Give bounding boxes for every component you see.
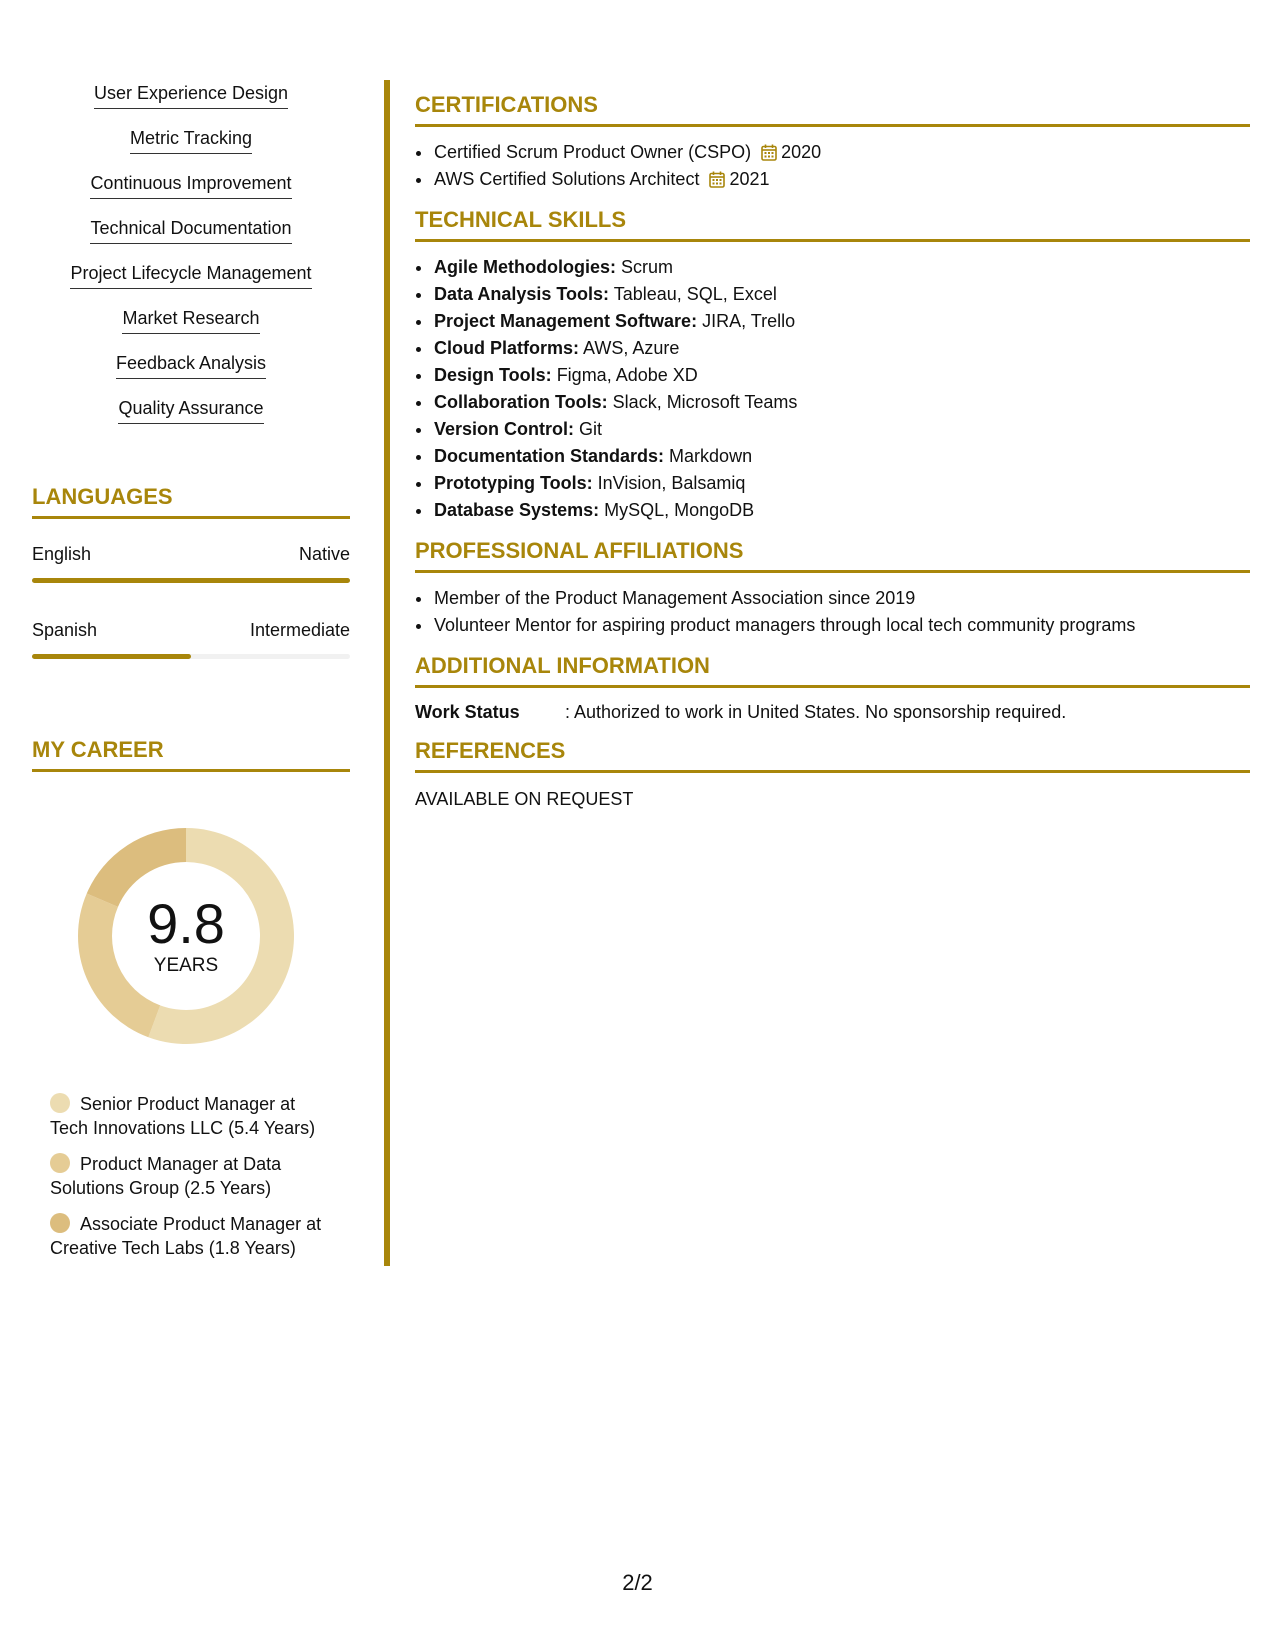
affiliations-heading: PROFESSIONAL AFFILIATIONS: [415, 538, 1250, 573]
language-name: Spanish: [32, 620, 98, 640]
work-status-row: [415, 700, 1250, 724]
career-donut-chart: [66, 816, 306, 1056]
work-status-value: : Authorized to work in United States. No sponsorship required.: [565, 702, 1067, 722]
technical-skill-item: • Cloud Platforms: AWS, Azure: [433, 335, 1250, 362]
career-total-value: 9.8: [147, 892, 225, 955]
technical-skill-item: • Version Control: Git: [433, 416, 1250, 443]
language-bar: [32, 654, 350, 659]
language-level: Intermediate: [249, 620, 350, 640]
technical-skill-item: • Project Management Software: JIRA, Trello: [433, 308, 1250, 335]
language-level: Native: [298, 544, 350, 564]
additional-info-section: [415, 653, 1250, 724]
certification-item: • Certified Scrum Product Owner (CSPO) 2020: [433, 139, 1250, 166]
affiliation-item: • Volunteer Mentor for aspiring product managers through local tech community programs: [433, 612, 1250, 639]
technical-skill-item: • Database Systems: MySQL, MongoDB: [433, 497, 1250, 524]
skill-list: [32, 82, 350, 442]
legend-dot: [50, 1093, 70, 1113]
career-legend-item: Senior Product Manager at Tech Innovations LLC (5.4 Years): [50, 1094, 316, 1138]
work-status-label: Work Status: [415, 702, 520, 722]
skill-item: Project Lifecycle Management: [32, 262, 350, 307]
career-legend: [50, 1092, 330, 1260]
technical-skills-heading: TECHNICAL SKILLS: [415, 207, 1250, 242]
additional-info-heading: ADDITIONAL INFORMATION: [415, 653, 1250, 688]
language-bar: [32, 578, 350, 583]
calendar-icon: [709, 171, 725, 188]
language-name: English: [32, 544, 92, 564]
skill-item: Market Research: [32, 307, 350, 352]
career-legend-item: Product Manager at Data Solutions Group (2.5 Years): [50, 1154, 282, 1198]
affiliation-item: • Member of the Product Management Association since 2019: [433, 585, 1250, 612]
technical-skill-item: • Design Tools: Figma, Adobe XD: [433, 362, 1250, 389]
skill-item: Quality Assurance: [32, 397, 350, 442]
skill-item: Continuous Improvement: [32, 172, 350, 217]
technical-skills-section: [415, 207, 1250, 524]
references-heading: REFERENCES: [415, 738, 1250, 773]
affiliations-section: [415, 538, 1250, 639]
legend-dot: [50, 1153, 70, 1173]
column-divider: [384, 80, 390, 1266]
language-spanish: [32, 619, 350, 659]
technical-skill-item: • Collaboration Tools: Slack, Microsoft Teams: [433, 389, 1250, 416]
left-column: [32, 82, 350, 1272]
certification-item: • AWS Certified Solutions Architect 2021: [433, 166, 1250, 193]
career-legend-item: Associate Product Manager at Creative Tech Labs (1.8 Years): [50, 1214, 322, 1258]
skill-item: Metric Tracking: [32, 127, 350, 172]
skill-item: Feedback Analysis: [32, 352, 350, 397]
technical-skill-item: • Prototyping Tools: InVision, Balsamiq: [433, 470, 1250, 497]
language-bar-fill: [32, 578, 350, 583]
technical-skill-item: • Agile Methodologies: Scrum: [433, 254, 1250, 281]
certifications-section: [415, 92, 1250, 193]
technical-skill-item: • Documentation Standards: Markdown: [433, 443, 1250, 470]
skill-item: Technical Documentation: [32, 217, 350, 262]
calendar-icon: [761, 144, 777, 161]
references-section: [415, 738, 1250, 811]
legend-dot: [50, 1213, 70, 1233]
language-english: [32, 543, 350, 583]
career-heading: MY CAREER: [32, 737, 350, 772]
career-total-unit: YEARS: [153, 955, 219, 976]
right-column: [415, 92, 1250, 825]
certifications-heading: CERTIFICATIONS: [415, 92, 1250, 127]
page-number: 2/2: [622, 1570, 653, 1595]
languages-heading: LANGUAGES: [32, 484, 350, 519]
references-text: AVAILABLE ON REQUEST: [415, 789, 634, 809]
skill-item: User Experience Design: [32, 82, 350, 127]
technical-skill-item: • Data Analysis Tools: Tableau, SQL, Excel: [433, 281, 1250, 308]
language-bar-fill: [32, 654, 191, 659]
